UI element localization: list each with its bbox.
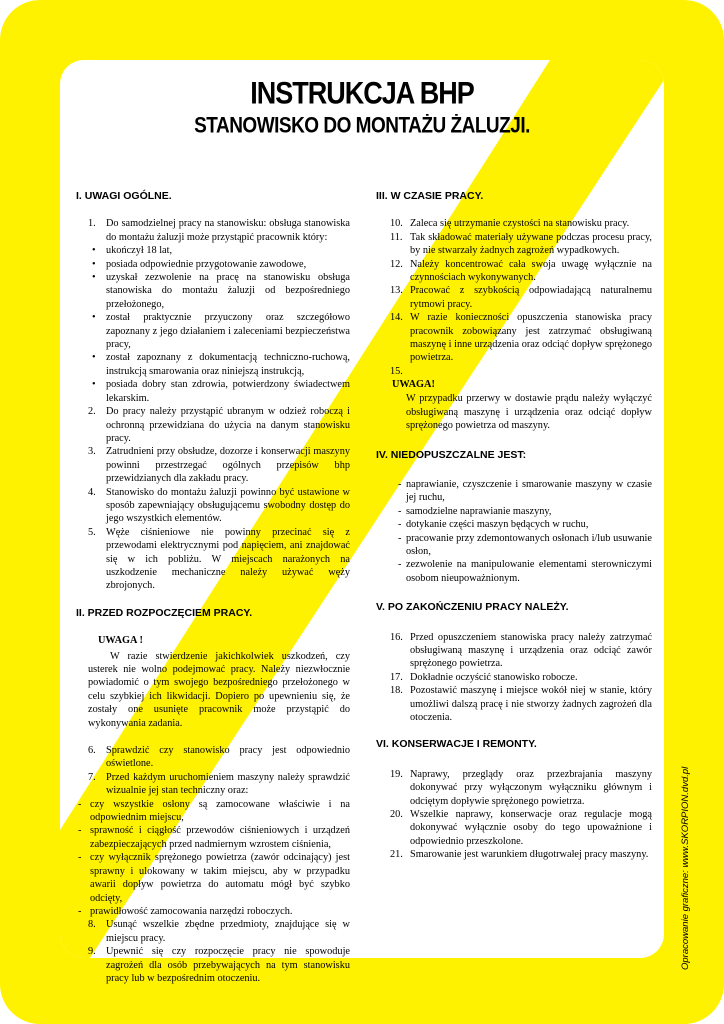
numbered-list	[376, 217, 652, 377]
item-text: Do pracy należy przystąpić ubranym w odzież roboczą i ochronną przewidziana do użycia na danym stanowisku pracy.	[106, 406, 350, 444]
dash-icon: -	[78, 825, 82, 837]
list-item	[376, 532, 652, 559]
item-number: 18.	[390, 685, 403, 697]
section-heading: IV. NIEDOPUSZCZALNE JEST:	[376, 448, 527, 461]
item-text: Należy koncentrować cała swoja uwagę wyłącznie na czynnościach wykonywanych.	[410, 258, 652, 284]
dash-list	[376, 478, 652, 585]
item-text: naprawianie, czyszczenie i smarowanie maszyny w czasie jej ruchu,	[406, 478, 652, 504]
item-text: samodzielne naprawianie maszyny,	[406, 505, 552, 517]
list-item	[76, 445, 350, 485]
item-text: Stanowisko do montażu żaluzji powinno być ustawione w sposób zapewniający obsługującemu swobodny dostęp do jego wszystkich elementów.	[106, 486, 350, 525]
item-text: czy wszystkie osłony są zamocowane właściwie i na odpowiednim miejscu,	[90, 798, 350, 824]
item-number: 17.	[390, 671, 403, 683]
section-heading: II. PRZED ROZPOCZĘCIEM PRACY.	[76, 606, 253, 619]
item-text: Zatrudnieni przy obsłudze, dozorze i konserwacji maszyny powinni przestrzegać ogólnych przepisów bhp przewidzianych dla zakładu pracy.	[106, 446, 350, 485]
list-item	[76, 526, 350, 593]
list-item	[76, 798, 350, 825]
item-text: został zapoznany z dokumentacją techniczno-ruchową, instrukcją smarowania oraz niniejszą instrukcją,	[106, 352, 350, 377]
numbered-list	[76, 405, 350, 593]
bullet-icon: •	[92, 312, 96, 324]
item-text: posiada odpowiednie przygotowanie zawodowe,	[106, 258, 307, 270]
list-item	[376, 284, 652, 311]
dash-icon: -	[398, 519, 402, 531]
list-item	[76, 918, 350, 945]
list-item	[76, 217, 350, 244]
item-text: Do samodzielnej pracy na stanowisku: obsługa stanowiska do montażu żaluzji może przystąpić pracownik który:	[106, 218, 350, 243]
item-text: Smarowanie jest warunkiem długotrwałej pracy maszyny.	[410, 849, 649, 861]
numbered-list	[76, 918, 350, 985]
warning-text: W razie stwierdzenie jakichkolwiek uszkodzeń, czy usterek nie wolno podejmować pracy. Należy niezwłocznie powiadomić o tym swojego bezpośredniego przełożonego w celu szybkiej ich likwidacji. Dopiero po upewnieniu się, że zostały one usunięte pracownik może przystąpić do wykonywania zadania.	[88, 650, 350, 729]
item-number: 16.	[390, 631, 403, 643]
section-before-work	[76, 607, 350, 986]
section-heading: V. PO ZAKOŃCZENIU PRACY NALEŻY.	[376, 601, 569, 614]
list-item	[376, 671, 652, 684]
warning-text: W przypadku przerwy w dostawie prądu należy wyłączyć obsługiwaną maszynę i urządzenia oraz odciąć dopływ sprężonego powietrza od maszyny.	[406, 393, 652, 432]
item-text: Sprawdzić czy stanowisko pracy jest odpowiednio oświetlone.	[106, 745, 350, 770]
item-text: Przed opuszczeniem stanowiska pracy należy zatrzymać obsługiwaną maszynę i urządzenia oraz odciąć zawór sprężonego powietrza.	[410, 631, 652, 670]
page-title: INSTRUKCJA BHP	[250, 75, 474, 111]
dash-icon: -	[398, 532, 402, 544]
list-item	[376, 558, 652, 585]
item-text: czy wyłącznik sprężonego powietrza (zawór odcinający) jest sprawny i ulokowany w takim miejscu, aby w przypadku awarii dopływ powietrza do automatu mógł być szybko odcięty,	[90, 852, 350, 904]
list-item	[376, 217, 652, 230]
item-number: 14.	[390, 312, 403, 324]
item-text: prawidłowość zamocowania narzędzi roboczych.	[90, 905, 293, 917]
bullet-icon: •	[92, 258, 96, 270]
warning-title: UWAGA !	[98, 635, 143, 647]
right-column	[376, 190, 652, 862]
item-text: Usunąć wszelkie zbędne przedmioty, znajdujące się w miejscu pracy.	[106, 919, 350, 944]
dash-icon: -	[398, 559, 402, 571]
list-item	[76, 311, 350, 351]
list-item	[376, 478, 652, 505]
item-text: Przed każdym uruchomieniem maszyny należy sprawdzić wizualnie jej stan techniczny oraz:	[106, 771, 350, 797]
item-text: pracowanie przy zdemontowanych osłonach i/lub usuwanie osłon,	[406, 532, 652, 557]
list-item	[376, 518, 652, 531]
numbered-list	[76, 744, 350, 798]
item-text: dotykanie części maszyn będących w ruchu,	[406, 519, 589, 531]
item-number: 12.	[390, 258, 403, 270]
item-text: Upewnić się czy rozpoczęcie pracy nie spowoduje zagrożeń dla osób przebywających na tym stanowisku pracy lub w bezpośrednim otoczeniu.	[106, 946, 350, 984]
item-text: został praktycznie przyuczony oraz szczegółowo zapoznany z jego działaniem i zaleceniami bezpieczeństwa pracy,	[106, 312, 350, 351]
item-text: Naprawy, przeglądy oraz przezbrajania maszyny dokonywać przy wyłączonym wyłączniku głównym i odciętym dopływie sprężonego powietrza.	[410, 768, 652, 807]
bullet-icon: •	[92, 352, 96, 364]
list-item	[76, 244, 350, 257]
list-item	[376, 684, 652, 724]
section-heading: I. UWAGI OGÓLNE.	[76, 190, 172, 202]
list-item	[76, 378, 350, 405]
item-text: Wszelkie naprawy, konserwacje oraz regulacje mogą dokonywać wyłącznie osoby do tego upoważnione i odpowiednio przeszkolone.	[410, 809, 652, 847]
section-after-work	[376, 601, 652, 724]
list-item	[76, 771, 350, 798]
warning-title: UWAGA!	[392, 378, 435, 390]
item-text: Zaleca się utrzymanie czystości na stanowisku pracy.	[410, 218, 630, 230]
item-text: posiada dobry stan zdrowia, potwierdzony świadectwem lekarskim.	[106, 379, 350, 404]
list-item	[76, 271, 350, 311]
section-during-work	[376, 190, 652, 433]
item-number: 4.	[88, 486, 96, 498]
item-number: 2.	[88, 406, 96, 418]
left-column	[76, 190, 350, 985]
item-number: 8.	[88, 919, 96, 931]
item-number: 5.	[88, 526, 96, 538]
item-number: 21.	[390, 849, 403, 861]
item-text: Węże ciśnieniowe nie powinny przecinać się z przewodami elektrycznymi pod napięciem, ani znajdować się w ich pobliżu. W miejscach narażonych na uszkodzenie mechaniczne należy używać węży zbrojonych.	[106, 526, 350, 592]
list-item	[376, 505, 652, 518]
bullet-list	[76, 244, 350, 405]
list-item	[76, 744, 350, 771]
section-heading: III. W CZASIE PRACY.	[376, 190, 484, 202]
item-text: ukończył 18 lat,	[106, 245, 173, 257]
list-item	[76, 905, 350, 918]
numbered-list	[376, 631, 652, 725]
page-subtitle: STANOWISKO DO MONTAŻU ŻALUZJI.	[194, 114, 530, 139]
list-item	[376, 258, 652, 285]
bullet-icon: •	[92, 245, 96, 257]
item-text: uzyskał zezwolenie na pracę na stanowisku obsługa stanowiska do montażu żaluzji od bezpośredniego przełożonego,	[106, 272, 350, 310]
dash-icon: -	[398, 505, 402, 517]
list-item	[76, 405, 350, 445]
item-number: 11.	[390, 231, 403, 243]
list-item	[376, 631, 652, 671]
dash-icon: -	[398, 478, 402, 490]
item-text: Pracować z szybkością odpowiadającą naturalnemu rytmowi pracy.	[410, 285, 652, 310]
item-number: 3.	[88, 446, 96, 458]
list-item	[376, 848, 652, 861]
section-maintenance	[376, 738, 652, 861]
list-item	[76, 258, 350, 271]
list-item	[76, 351, 350, 378]
item-number: 15.	[390, 365, 403, 377]
section-heading: VI. KONSERWACJE I REMONTY.	[376, 738, 537, 751]
list-item	[76, 851, 350, 905]
item-number: 6.	[88, 745, 96, 757]
design-credit: Opracowanie graficzne: www.SKORPION.dvd.pl	[680, 766, 691, 970]
item-text: Pozostawić maszynę i miejsce wokół niej w stanie, który umożliwi dalszą pracę i nie stworzy żadnych zagrożeń dla otoczenia.	[410, 685, 652, 723]
dash-icon: -	[78, 798, 82, 810]
item-number: 13.	[390, 285, 403, 297]
item-text: Dokładnie oczyścić stanowisko robocze.	[410, 671, 578, 683]
item-number: 19.	[390, 768, 403, 780]
dash-icon: -	[78, 852, 82, 864]
item-text: Tak składować materiały używane podczas procesu pracy, by nie stwarzały żadnych zagrożeń wypadkowych.	[410, 231, 652, 257]
bullet-icon: •	[92, 272, 96, 284]
list-item	[376, 808, 652, 848]
list-item	[376, 231, 652, 258]
section-general-notes	[76, 190, 350, 593]
item-number: 20.	[390, 809, 403, 821]
item-number: 7.	[88, 771, 96, 783]
list-item	[376, 768, 652, 808]
item-text: W razie konieczności opuszczenia stanowiska pracy pracownik zobowiązany jest zatrzymać obsługiwaną maszynę i inne urządzenia oraz odciąć dopływ sprężonego powietrza.	[410, 312, 652, 364]
numbered-list	[376, 768, 652, 862]
list-item	[376, 311, 652, 365]
numbered-list	[76, 217, 350, 244]
item-number: 9.	[88, 946, 96, 958]
dash-list	[76, 798, 350, 919]
dash-icon: -	[78, 905, 82, 917]
list-item	[76, 945, 350, 985]
item-text: zezwolenie na manipulowanie elementami sterowniczymi osobom nieupoważnionym.	[406, 559, 652, 584]
section-prohibited	[376, 449, 652, 586]
bullet-icon: •	[92, 379, 96, 391]
list-item	[376, 365, 652, 378]
item-number: 10.	[390, 218, 403, 230]
item-number: 1.	[88, 218, 96, 230]
list-item	[76, 824, 350, 851]
item-text: sprawność i ciągłość przewodów ciśnieniowych i urządzeń zabezpieczających przed nadmiernym wzrostem ciśnienia,	[90, 825, 350, 850]
list-item	[76, 486, 350, 526]
